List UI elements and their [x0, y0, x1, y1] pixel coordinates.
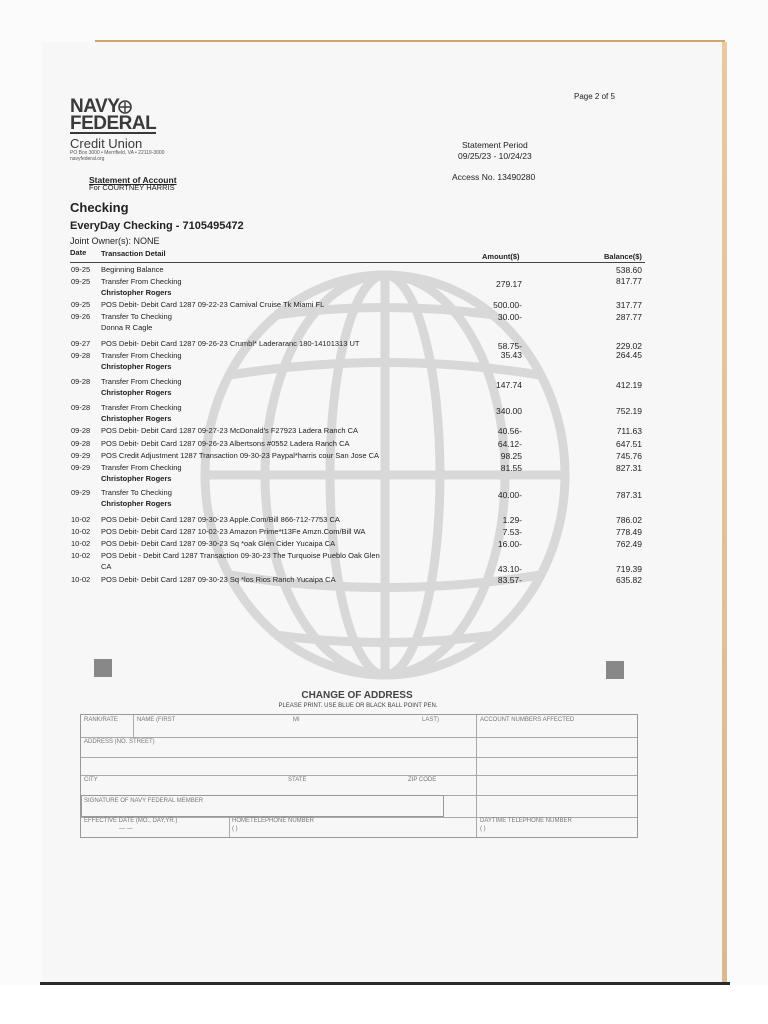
transaction-party: Christopher Rogers [101, 388, 172, 397]
field-home-phone[interactable]: HOMETELEPHONE NUMBER [232, 818, 315, 824]
transaction-amount: 83.57- [497, 575, 522, 585]
transaction-balance: 778.49 [616, 527, 642, 537]
transaction-amount: 500.00- [493, 300, 522, 310]
transaction-description: Transfer To Checking [101, 488, 172, 497]
transaction-description: Transfer From Checking [101, 463, 182, 472]
field-day-phone[interactable]: DAYTIME TELEPHONE NUMBER [480, 818, 572, 824]
transaction-description: POS Debit - Debit Card 1287 Transaction 09-30-23 The Turquoise Pueblo Oak Glen [101, 551, 380, 560]
transaction-description: POS Debit- Debit Card 1287 09-22-23 Carnival Cruise Tk Miami FL [101, 300, 325, 309]
statement-holder: For COURTNEY HARRIS [89, 183, 175, 192]
seal-icon [118, 100, 132, 114]
scan-background [0, 985, 768, 1024]
transaction-description: POS Debit- Debit Card 1287 09-30-23 Apple.Com/Bill 866-712-7753 CA [101, 515, 340, 524]
field-state[interactable]: STATE [288, 777, 307, 783]
transaction-balance: 787.31 [616, 490, 642, 500]
bank-address: PO Box 3000 • Merrifield, VA • 22119-3000 [70, 150, 165, 156]
transaction-date: 09-28 [71, 377, 91, 386]
transaction-amount: 64.12- [497, 439, 522, 449]
transaction-description: Transfer From Checking [101, 351, 182, 360]
transaction-description: POS Debit- Debit Card 1287 09-30-23 Sq *los Rios Ranch Yucaipa CA [101, 575, 336, 584]
transaction-party: CA [101, 562, 112, 571]
field-address[interactable]: ADDRESS (NO. STREET) [84, 739, 155, 745]
transaction-description: Transfer From Checking [101, 403, 182, 412]
transaction-party: Christopher Rogers [101, 288, 172, 297]
transaction-balance: 719.39 [616, 564, 642, 574]
transaction-date: 10-02 [71, 551, 91, 560]
transaction-description: Transfer From Checking [101, 277, 182, 286]
effective-date-slots: — — [119, 826, 133, 832]
transaction-date: 09-25 [71, 300, 91, 309]
registration-mark-left [94, 659, 112, 677]
transaction-date: 10-02 [71, 515, 91, 524]
transaction-date: 09-25 [71, 265, 91, 274]
form-divider [81, 775, 637, 776]
transaction-amount: 98.25 [500, 451, 522, 461]
transaction-row [0, 312, 768, 342]
transaction-party: Christopher Rogers [101, 362, 172, 371]
access-number: Access No. 13490280 [452, 172, 536, 182]
field-name-first[interactable]: NAME (FIRST [137, 717, 176, 723]
transaction-amount: 58.75- [497, 341, 522, 351]
logo-word-credit-union: Credit Union [70, 136, 143, 151]
transaction-amount: 40.00- [497, 490, 522, 500]
registration-mark-right [606, 661, 624, 679]
transaction-balance: 538.60 [616, 265, 642, 275]
joint-owners: Joint Owner(s): NONE [70, 236, 160, 246]
transaction-balance: 635.82 [616, 575, 642, 585]
transaction-date: 09-28 [71, 439, 91, 448]
transaction-description: POS Debit- Debit Card 1287 09-30-23 Sq *oak Glen Cider Yucaipa CA [101, 539, 336, 548]
field-rank-rate[interactable]: RANK/RATE [84, 717, 118, 723]
transaction-balance: 317.77 [616, 300, 642, 310]
transaction-balance: 817.77 [616, 276, 642, 286]
transaction-description: Beginning Balance [101, 265, 164, 274]
transaction-date: 10-02 [71, 575, 91, 584]
transaction-amount: 279.17 [496, 279, 522, 289]
form-divider [81, 737, 637, 738]
transaction-date: 09-25 [71, 277, 91, 286]
transaction-amount: 81.55 [500, 463, 522, 473]
transaction-date: 09-28 [71, 426, 91, 435]
transaction-amount: 147.74 [496, 380, 522, 390]
header-divider [70, 262, 645, 263]
logo-word-federal: FEDERAL [70, 113, 157, 134]
transaction-date: 09-29 [71, 451, 91, 460]
page-number: Page 2 of 5 [574, 92, 615, 101]
change-of-address-title: CHANGE OF ADDRESS [301, 690, 413, 701]
transaction-balance: 752.19 [616, 406, 642, 416]
transaction-date: 09-28 [71, 403, 91, 412]
transaction-balance: 647.51 [616, 439, 642, 449]
transaction-balance: 786.02 [616, 515, 642, 525]
transaction-amount: 35.43 [500, 350, 522, 360]
column-header-detail: Transaction Detail [101, 249, 166, 258]
transaction-amount: 16.00- [497, 539, 522, 549]
statement-period-label: Statement Period [462, 140, 528, 150]
home-phone-slot: ( ) [232, 826, 238, 832]
field-effective-date[interactable]: EFFECTIVE DATE (MO., DAY,YR.) [84, 818, 178, 824]
transaction-date: 09-29 [71, 463, 91, 472]
transaction-description: POS Debit- Debit Card 1287 09-26-23 Albertsons #0552 Ladera Ranch CA [101, 439, 350, 448]
transaction-amount: 43.10- [497, 564, 522, 574]
field-account-numbers[interactable]: ACCOUNT NUMBERS AFFECTED [480, 717, 575, 723]
transaction-description: POS Debit- Debit Card 1287 09-27-23 McDonald's F27923 Ladera Ranch CA [101, 426, 358, 435]
field-mi[interactable]: MI [293, 717, 300, 723]
transaction-description: POS Debit- Debit Card 1287 09-26-23 Crumbl* Laderaranc 180-14101313 UT [101, 339, 360, 348]
field-zip[interactable]: ZIP CODE [408, 777, 437, 783]
transaction-balance: 745.76 [616, 451, 642, 461]
transaction-amount: 40.56- [497, 426, 522, 436]
transaction-balance: 412.19 [616, 380, 642, 390]
column-header-balance: Balance($) [604, 252, 642, 261]
field-signature: SIGNATURE OF NAVY FEDERAL MEMBER [84, 798, 204, 804]
transaction-party: Christopher Rogers [101, 414, 172, 423]
transaction-amount: 340.00 [496, 406, 522, 416]
section-title: Checking [70, 200, 129, 215]
transaction-party: Donna R Cagle [101, 323, 153, 332]
transaction-date: 09-27 [71, 339, 91, 348]
bank-website: navyfederal.org [70, 156, 105, 162]
column-header-date: Date [70, 248, 87, 257]
change-of-address-form [80, 714, 638, 838]
transaction-party: Christopher Rogers [101, 474, 172, 483]
transaction-date: 10-02 [71, 539, 91, 548]
account-name: EveryDay Checking - 7105495472 [70, 220, 244, 232]
transaction-description: Transfer To Checking [101, 312, 172, 321]
field-last[interactable]: LAST) [422, 717, 440, 723]
transaction-amount: 30.00- [497, 312, 522, 322]
transaction-date: 09-26 [71, 312, 91, 321]
transaction-balance: 762.49 [616, 539, 642, 549]
transaction-balance: 827.31 [616, 463, 642, 473]
transaction-date: 09-29 [71, 488, 91, 497]
form-divider [133, 715, 134, 737]
form-divider [229, 817, 230, 837]
day-phone-slot: ( ) [480, 826, 486, 832]
transaction-balance: 287.77 [616, 312, 642, 322]
transaction-party: Christopher Rogers [101, 499, 172, 508]
transaction-description: POS Credit Adjustment 1287 Transaction 09-30-23 Paypal*harris cour San Jose CA [101, 451, 380, 460]
transaction-description: POS Debit- Debit Card 1287 10-02-23 Amazon Prime*t13Fe Amzn.Com/Bill WA [101, 527, 366, 536]
navy-federal-logo [70, 98, 230, 151]
transaction-balance: 711.63 [616, 426, 642, 436]
form-divider [476, 715, 477, 837]
field-city[interactable]: CITY [84, 777, 98, 783]
transaction-row [0, 488, 768, 518]
statement-period-range: 09/25/23 - 10/24/23 [458, 151, 532, 161]
statement-title: Statement of Account [89, 175, 177, 185]
transaction-date: 09-28 [71, 351, 91, 360]
transaction-amount: 1.29- [502, 515, 522, 525]
column-header-amount: Amount($) [482, 252, 520, 261]
transaction-date: 10-02 [71, 527, 91, 536]
form-divider [81, 757, 637, 758]
transaction-balance: 264.45 [616, 350, 642, 360]
transaction-amount: 7.53- [502, 527, 522, 537]
transaction-description: Transfer From Checking [101, 377, 182, 386]
transaction-balance: 229.02 [616, 341, 642, 351]
change-of-address-instructions: PLEASE PRINT. USE BLUE OR BLACK BALL POINT PEN. [278, 703, 438, 709]
transaction-row [0, 575, 768, 605]
logo-word-navy: NAVY [70, 96, 120, 117]
